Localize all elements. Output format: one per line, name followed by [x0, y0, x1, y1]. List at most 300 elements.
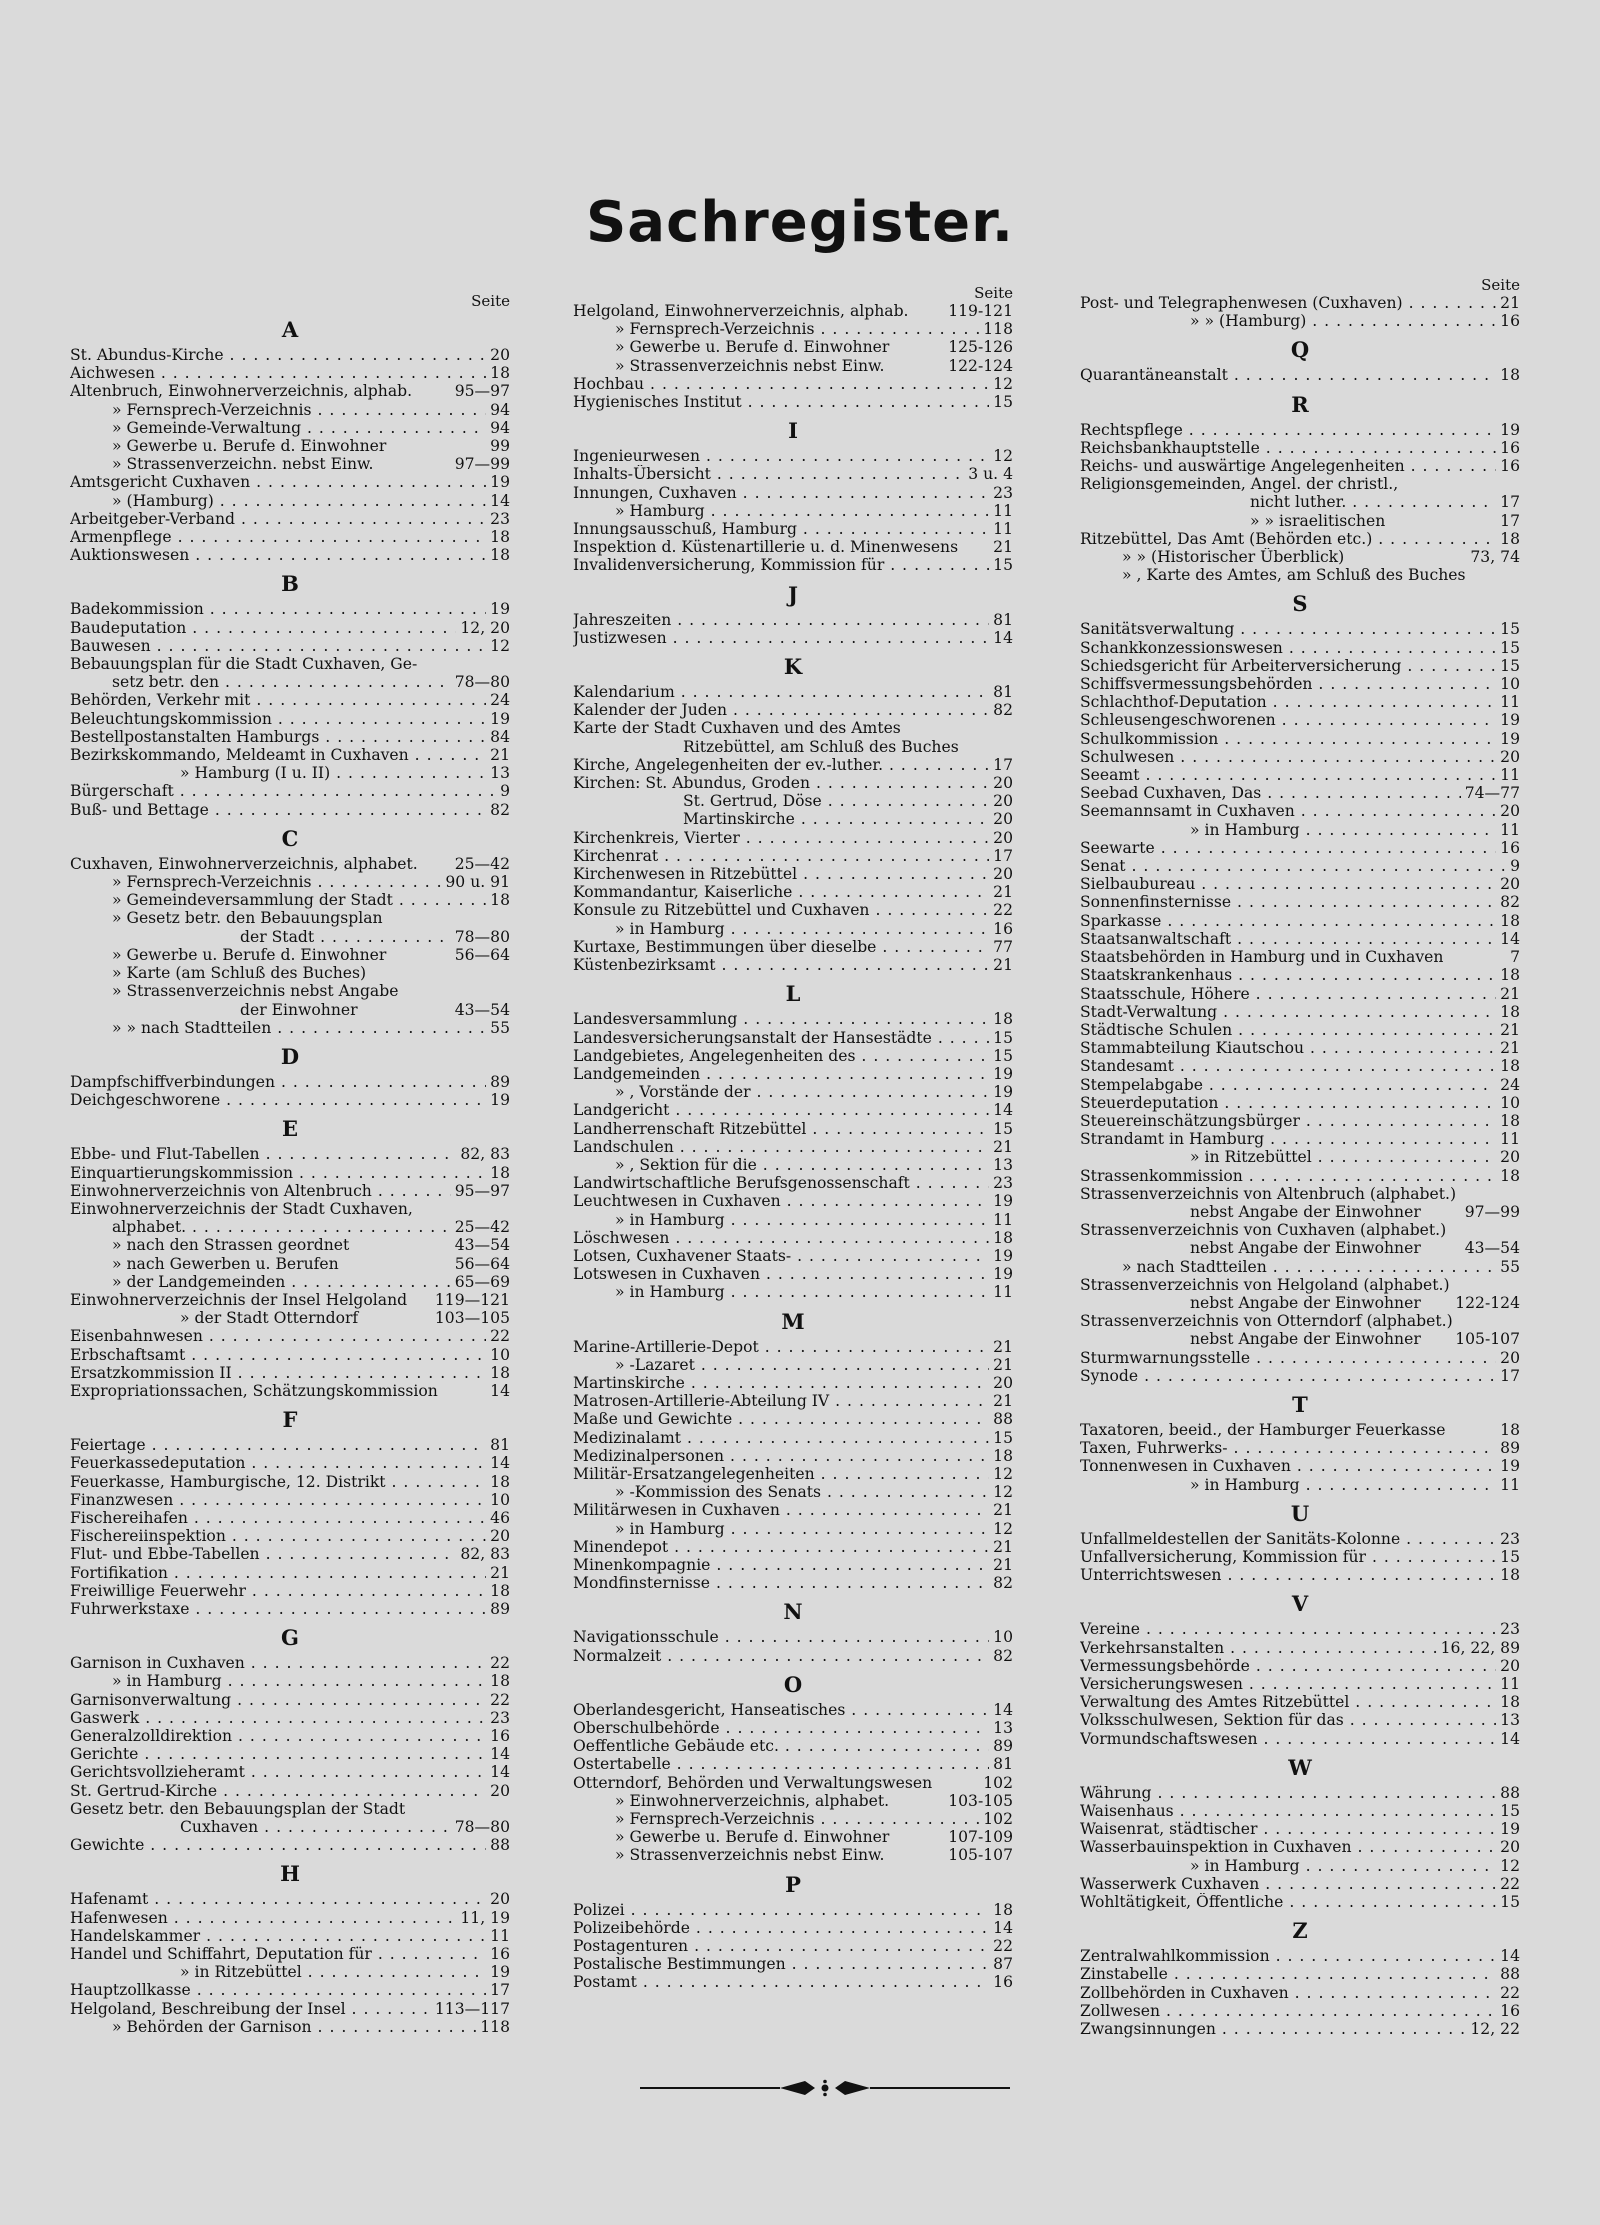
entry-page: 21: [1500, 1020, 1520, 1039]
seite-label: Seite: [471, 292, 510, 310]
entry-term: Konsule zu Ritzebüttel und Cuxhaven . . .: [573, 901, 989, 919]
entry-term: Steuereinschätzungsbürger . . .: [1080, 1112, 1496, 1130]
entry-page: 9: [1510, 857, 1520, 876]
index-entry: [70, 1182, 510, 1200]
entry-page: 19: [993, 1265, 1013, 1284]
index-entry: [573, 1501, 1013, 1519]
entry-term: Navigationsschule . . .: [573, 1628, 989, 1646]
entry-page: 20: [993, 810, 1013, 829]
entry-term: Amtsgericht Cuxhaven . . .: [70, 473, 486, 491]
section-letter-d: D: [280, 1043, 300, 1069]
index-entry: [70, 2018, 510, 2036]
entry-page: 19: [993, 1192, 1013, 1211]
entry-term: Einwohnerverzeichnis von Altenbruch . . .: [70, 1182, 451, 1200]
index-entry: [573, 447, 1013, 465]
entry-term: Unfallversicherung, Kommission für . . .: [1080, 1548, 1496, 1566]
index-entry: [70, 1654, 510, 1672]
entry-term: Kalender der Juden . . .: [573, 701, 989, 719]
index-entry: [70, 782, 510, 800]
index-entry: [70, 1364, 510, 1382]
index-entry: [70, 1763, 510, 1781]
index-entry: [1080, 1875, 1520, 1893]
entry-term: Postamt . . .: [573, 1973, 989, 1991]
entry-page: 82: [1500, 893, 1520, 912]
index-entry: [70, 1001, 510, 1019]
entry-page: 18: [490, 1163, 510, 1182]
entry-term: Hauptzollkasse . . .: [70, 1981, 486, 1999]
entry-page: 17: [993, 846, 1013, 865]
entry-term: » Fernsprech-Verzeichnis . . .: [615, 320, 979, 338]
entry-term: Bauwesen . . .: [70, 637, 486, 655]
entry-term: » Karte (am Schluß des Buches): [112, 964, 367, 983]
entry-term: Reichsbankhauptstelle . . .: [1080, 439, 1496, 457]
entry-term: Seewarte . . .: [1080, 839, 1496, 857]
index-entry: [70, 1255, 510, 1273]
index-entry: [1080, 985, 1520, 1003]
index-entry: [70, 1582, 510, 1600]
entry-term: » in Ritzebüttel . . .: [180, 1963, 486, 1981]
index-entry: [70, 891, 510, 909]
index-entry: [70, 1818, 510, 1836]
entry-term: » » nach Stadtteilen . . .: [112, 1019, 486, 1037]
entry-page: 18: [1500, 1057, 1520, 1076]
index-entry: [70, 673, 510, 691]
entry-page: 25—42: [454, 1218, 510, 1237]
entry-term: Sparkasse . . .: [1080, 912, 1496, 930]
index-entry: [70, 1945, 510, 1963]
entry-term: Martinskirche . . .: [683, 810, 989, 828]
entry-term: » Fernsprech-Verzeichnis . . .: [112, 873, 441, 891]
section-letter-e: E: [281, 1116, 298, 1142]
entry-term: Karte der Stadt Cuxhaven und des Amtes: [573, 719, 901, 738]
entry-term: Sanitätsverwaltung . . .: [1080, 620, 1496, 638]
index-entry: [70, 346, 510, 364]
index-entry: [1080, 1112, 1520, 1130]
index-entry: [70, 2000, 510, 2018]
entry-page: 13: [993, 1155, 1013, 1174]
entry-term: Ebbe- und Flut-Tabellen . . .: [70, 1145, 456, 1163]
entry-page: 13: [993, 1719, 1013, 1737]
entry-term: Löschwesen . . .: [573, 1229, 989, 1247]
entry-page: 16: [1500, 838, 1520, 857]
entry-term: Landgemeinden . . .: [573, 1065, 989, 1083]
index-entry: [70, 619, 510, 637]
entry-term: Matrosen-Artillerie-Abteilung IV . . .: [573, 1392, 989, 1410]
index-entry: [70, 1509, 510, 1527]
entry-page: 87: [993, 1955, 1013, 1974]
entry-page: 14: [490, 1763, 510, 1782]
entry-page: 78—80: [454, 1818, 510, 1837]
entry-page: 15: [993, 1028, 1013, 1047]
entry-page: 89: [490, 1072, 510, 1091]
entry-term: Staatsanwaltschaft . . .: [1080, 930, 1496, 948]
entry-page: 88: [490, 1836, 510, 1855]
entry-term: Cuxhaven, Einwohnerverzeichnis, alphabet.: [70, 854, 418, 873]
entry-page: 13: [1500, 1711, 1520, 1730]
entry-page: 18: [490, 546, 510, 565]
entry-page: 89: [1500, 1439, 1520, 1458]
entry-term: Lotsen, Cuxhavener Staats- . . .: [573, 1247, 989, 1265]
entry-term: Helgoland, Beschreibung der Insel . . .: [70, 2000, 431, 2018]
index-entry: [1080, 493, 1520, 511]
entry-page: 22: [993, 1937, 1013, 1956]
entry-term: Bebauungsplan für die Stadt Cuxhaven, Ge-: [70, 655, 418, 674]
index-entry: [573, 1828, 1013, 1846]
entry-term: » Gewerbe u. Berufe d. Einwohner: [112, 437, 387, 456]
entry-term: der Stadt . . .: [240, 928, 451, 946]
entry-term: Medizinalamt . . .: [573, 1429, 989, 1447]
entry-term: St. Abundus-Kirche . . .: [70, 346, 486, 364]
entry-page: 18: [993, 1900, 1013, 1919]
entry-term: Kommandantur, Kaiserliche . . .: [573, 883, 989, 901]
entry-page: 18: [1500, 1420, 1520, 1439]
index-entry: [573, 1647, 1013, 1665]
entry-page: 14: [1500, 1947, 1520, 1966]
index-entry: [573, 938, 1013, 956]
entry-term: Hygienisches Institut . . .: [573, 393, 989, 411]
index-entry: [1080, 1530, 1520, 1548]
entry-page: 18: [993, 1010, 1013, 1029]
entry-term: Währung . . .: [1080, 1784, 1496, 1802]
index-entry: [1080, 530, 1520, 548]
entry-term: Zentralwahlkommission . . .: [1080, 1947, 1496, 1965]
entry-page: 74—77: [1464, 784, 1520, 803]
index-entry: [1080, 1548, 1520, 1566]
entry-term: Landesversammlung . . .: [573, 1010, 989, 1028]
entry-page: 11: [993, 1210, 1013, 1229]
index-entry: [573, 1538, 1013, 1556]
entry-term: Bezirkskommando, Meldeamt in Cuxhaven . . .: [70, 746, 486, 764]
entry-term: Vormundschaftswesen . . .: [1080, 1730, 1496, 1748]
entry-term: Ritzebüttel, Das Amt (Behörden etc.) . . .: [1080, 530, 1496, 548]
entry-page: 16, 22, 89: [1440, 1638, 1520, 1657]
index-entry: [70, 655, 510, 673]
entry-term: Martinskirche . . .: [573, 1374, 989, 1392]
entry-term: Badekommission . . .: [70, 600, 486, 618]
index-entry: [1080, 1693, 1520, 1711]
index-entry: [70, 1309, 510, 1327]
entry-term: Handelskammer . . .: [70, 1927, 486, 1945]
entry-term: » (Hamburg) . . .: [112, 492, 486, 510]
entry-term: Aichwesen . . .: [70, 364, 486, 382]
entry-page: 20: [1500, 1656, 1520, 1675]
entry-page: 82: [993, 701, 1013, 720]
entry-term: » » (Hamburg) . . .: [1190, 312, 1496, 330]
entry-term: » Gesetz betr. den Bebauungsplan: [112, 909, 383, 928]
index-entry: [573, 1737, 1013, 1755]
index-entry: [573, 1356, 1013, 1374]
index-entry: [70, 1327, 510, 1345]
entry-term: Landgericht . . .: [573, 1101, 989, 1119]
entry-term: Fischereiinspektion . . .: [70, 1527, 486, 1545]
entry-term: Schleusengeschworenen . . .: [1080, 711, 1496, 729]
index-entry: [1080, 1076, 1520, 1094]
index-entry: [70, 982, 510, 1000]
index-entry: [1080, 784, 1520, 802]
index-entry: [1080, 966, 1520, 984]
index-entry: [70, 728, 510, 746]
index-entry: [1080, 675, 1520, 693]
entry-page: 17: [490, 1981, 510, 2000]
index-entry: [70, 928, 510, 946]
entry-term: Postalische Bestimmungen . . .: [573, 1955, 989, 1973]
entry-page: 23: [993, 1174, 1013, 1193]
index-entry: [70, 746, 510, 764]
index-entry: [70, 637, 510, 655]
entry-term: nicht luther. . . .: [1250, 493, 1496, 511]
entry-term: Seebad Cuxhaven, Das . . .: [1080, 784, 1461, 802]
index-entry: [573, 956, 1013, 974]
entry-term: Baudeputation . . .: [70, 619, 456, 637]
index-entry: [573, 792, 1013, 810]
entry-term: Postagenturen . . .: [573, 1937, 989, 1955]
section-letter-m: M: [781, 1308, 805, 1334]
index-entry: [1080, 657, 1520, 675]
entry-term: Lotswesen in Cuxhaven . . .: [573, 1265, 989, 1283]
entry-term: nebst Angabe der Einwohner: [1190, 1239, 1421, 1258]
entry-page: 88: [1500, 1965, 1520, 1984]
section-letter-i: I: [788, 418, 798, 444]
entry-page: 14: [993, 1918, 1013, 1937]
entry-page: 16: [1500, 2001, 1520, 2020]
entry-term: » Hamburg . . .: [615, 502, 989, 520]
index-entry: [1080, 1239, 1520, 1257]
entry-term: » in Hamburg . . .: [615, 1211, 989, 1229]
index-entry: [1080, 294, 1520, 312]
index-entry: [573, 1901, 1013, 1919]
entry-page: 12: [1500, 1856, 1520, 1875]
index-entry: [573, 810, 1013, 828]
entry-term: Taxatoren, beeid., der Hamburger Feuerkasse: [1080, 1420, 1446, 1439]
index-entry: [1080, 566, 1520, 584]
entry-page: 11: [1500, 1675, 1520, 1693]
index-entry: [573, 538, 1013, 556]
index-entry: [1080, 1439, 1520, 1457]
index-entry: [573, 1229, 1013, 1247]
entry-page: 88: [1500, 1783, 1520, 1802]
entry-term: Finanzwesen . . .: [70, 1491, 486, 1509]
index-entry: [1080, 2020, 1520, 2038]
index-column-3: [1080, 276, 1520, 2038]
index-entry: [1080, 1330, 1520, 1348]
entry-page: 14: [490, 1454, 510, 1473]
entry-term: » in Ritzebüttel . . .: [1190, 1148, 1496, 1166]
entry-page: 95—97: [454, 1181, 510, 1200]
entry-page: 22: [1500, 1874, 1520, 1893]
entry-page: 14: [993, 1700, 1013, 1719]
entry-page: 82: [490, 800, 510, 819]
index-entry: [70, 710, 510, 728]
index-entry: [573, 1265, 1013, 1283]
entry-page: 105-107: [1455, 1330, 1520, 1349]
entry-page: 22: [993, 901, 1013, 920]
index-entry: [573, 1047, 1013, 1065]
entry-page: 22: [490, 1654, 510, 1673]
index-entry: [1080, 620, 1520, 638]
entry-page: 15: [993, 556, 1013, 575]
index-entry: [1080, 693, 1520, 711]
index-entry: [1080, 1367, 1520, 1385]
entry-page: 14: [993, 628, 1013, 647]
entry-term: Mondfinsternisse . . .: [573, 1574, 989, 1592]
index-entry: [1080, 1349, 1520, 1367]
section-letter-q: Q: [1290, 337, 1310, 363]
index-entry: [1080, 875, 1520, 893]
entry-page: 21: [993, 1355, 1013, 1374]
entry-page: 11: [1500, 693, 1520, 712]
entry-term: Polizeibehörde . . .: [573, 1919, 989, 1937]
entry-page: 11: [1500, 1475, 1520, 1494]
index-entry: [1080, 893, 1520, 911]
index-column-1: [70, 292, 510, 2036]
entry-page: 16: [1500, 312, 1520, 331]
index-entry: [1080, 1620, 1520, 1638]
entry-page: 55: [490, 1018, 510, 1037]
index-entry: [1080, 1221, 1520, 1239]
entry-page: 43—54: [454, 1236, 510, 1255]
entry-term: Hochbau . . .: [573, 375, 989, 393]
entry-term: Freiwillige Feuerwehr . . .: [70, 1582, 486, 1600]
index-entry: [70, 1454, 510, 1472]
entry-term: Fuhrwerkstaxe . . .: [70, 1600, 486, 1618]
entry-term: Vereine . . .: [1080, 1620, 1496, 1638]
entry-page: 14: [490, 1745, 510, 1764]
entry-page: 10: [1500, 675, 1520, 694]
index-entry: [1080, 1675, 1520, 1693]
entry-page: 21: [993, 1501, 1013, 1520]
index-entry: [573, 320, 1013, 338]
entry-term: Strassenverzeichnis von Helgoland (alphabet.): [1080, 1275, 1450, 1294]
end-ornament: [640, 2078, 1010, 2098]
entry-page: 21: [993, 1337, 1013, 1356]
entry-page: 18: [1500, 966, 1520, 985]
entry-term: Wohltätigkeit, Öffentliche . . .: [1080, 1893, 1496, 1911]
entry-term: Dampfschiffverbindungen . . .: [70, 1073, 486, 1091]
entry-page: 56—64: [454, 1254, 510, 1273]
entry-term: » Gemeindeversammlung der Stadt . . .: [112, 891, 486, 909]
entry-page: 19: [1500, 1457, 1520, 1476]
index-entry: [573, 756, 1013, 774]
entry-term: St. Gertrud-Kirche . . .: [70, 1782, 486, 1800]
index-entry: [1080, 1838, 1520, 1856]
index-entry: [573, 1120, 1013, 1138]
section-letter-r: R: [1291, 391, 1309, 417]
entry-page: 94: [490, 418, 510, 437]
entry-term: Inhalts-Übersicht . . .: [573, 465, 964, 483]
index-entry: [1080, 1185, 1520, 1203]
index-entry: [70, 1019, 510, 1037]
entry-page: 10: [1500, 1093, 1520, 1112]
index-entry: [70, 382, 510, 400]
entry-term: Hafenwesen . . .: [70, 1909, 456, 1927]
section-letter-v: V: [1291, 1591, 1309, 1617]
entry-page: 11: [1500, 766, 1520, 785]
entry-page: 21: [993, 883, 1013, 902]
entry-term: Justizwesen . . .: [573, 629, 989, 647]
entry-page: 21: [993, 1537, 1013, 1556]
entry-term: Sonnenfinsternisse . . .: [1080, 893, 1496, 911]
entry-term: Innungen, Cuxhaven . . .: [573, 484, 989, 502]
index-entry: [573, 393, 1013, 411]
index-entry: [70, 764, 510, 782]
index-entry: [573, 1774, 1013, 1792]
entry-term: » in Hamburg . . .: [1190, 1857, 1496, 1875]
index-entry: [1080, 2002, 1520, 2020]
entry-term: Ingenieurwesen . . .: [573, 447, 989, 465]
entry-page: 20: [1500, 747, 1520, 766]
entry-page: 56—64: [454, 945, 510, 964]
index-entry: [70, 600, 510, 618]
entry-page: 20: [993, 1373, 1013, 1392]
index-entry: [573, 520, 1013, 538]
index-entry: [1080, 366, 1520, 384]
index-entry: [573, 338, 1013, 356]
entry-term: » Gewerbe u. Berufe d. Einwohner: [112, 945, 387, 964]
index-entry: [573, 1810, 1013, 1828]
entry-page: 97—99: [454, 455, 510, 474]
index-entry: [573, 1138, 1013, 1156]
index-entry: [1080, 1639, 1520, 1657]
index-entry: [573, 484, 1013, 502]
entry-page: 16: [1500, 457, 1520, 476]
entry-term: Jahreszeiten . . .: [573, 611, 989, 629]
index-entry: [70, 1672, 510, 1690]
index-entry: [573, 502, 1013, 520]
entry-page: 122-124: [1455, 1293, 1520, 1312]
entry-page: 21: [993, 956, 1013, 975]
entry-term: Kurtaxe, Bestimmungen über dieselbe . . .: [573, 938, 989, 956]
entry-term: St. Gertrud, Döse . . .: [683, 792, 989, 810]
index-entry: [1080, 1148, 1520, 1166]
entry-term: Kalendarium . . .: [573, 683, 989, 701]
entry-page: 103-105: [948, 1791, 1013, 1810]
entry-term: » der Stadt Otterndorf: [180, 1309, 359, 1328]
index-entry: [573, 774, 1013, 792]
index-column-2: [573, 284, 1013, 1992]
entry-term: » in Hamburg . . .: [615, 1283, 989, 1301]
index-entry: [70, 1164, 510, 1182]
entry-term: Unterrichtswesen . . .: [1080, 1566, 1496, 1584]
entry-term: nebst Angabe der Einwohner: [1190, 1202, 1421, 1221]
entry-page: 24: [1500, 1075, 1520, 1094]
section-letter-f: F: [282, 1407, 298, 1433]
index-entry: [70, 1745, 510, 1763]
index-entry: [1080, 457, 1520, 475]
entry-term: » -Kommission des Senats . . .: [615, 1483, 989, 1501]
entry-term: Bürgerschaft . . .: [70, 782, 496, 800]
index-entry: [70, 1890, 510, 1908]
index-entry: [1080, 802, 1520, 820]
entry-page: 18: [1500, 1693, 1520, 1712]
entry-term: Landesversicherungsanstalt der Hansestädte . . .: [573, 1029, 989, 1047]
entry-page: 46: [490, 1508, 510, 1527]
entry-term: » Strassenverzeichnis nebst Angabe: [112, 982, 399, 1001]
entry-term: » in Hamburg . . .: [1190, 821, 1496, 839]
entry-term: Eisenbahnwesen . . .: [70, 1327, 486, 1345]
index-entry: [70, 1800, 510, 1818]
entry-page: 7: [1510, 948, 1520, 967]
entry-page: 11: [490, 1926, 510, 1945]
entry-page: 82, 83: [460, 1545, 510, 1564]
section-letter-s: S: [1292, 591, 1308, 617]
index-entry: [573, 1719, 1013, 1737]
index-entry: [1080, 1730, 1520, 1748]
index-entry: [70, 1346, 510, 1364]
entry-page: 17: [993, 755, 1013, 774]
entry-page: 19: [993, 1083, 1013, 1102]
entry-term: Schiedsgericht für Arbeiterversicherung . . .: [1080, 657, 1496, 675]
entry-term: Oeffentliche Gebäude etc. . . .: [573, 1737, 989, 1755]
